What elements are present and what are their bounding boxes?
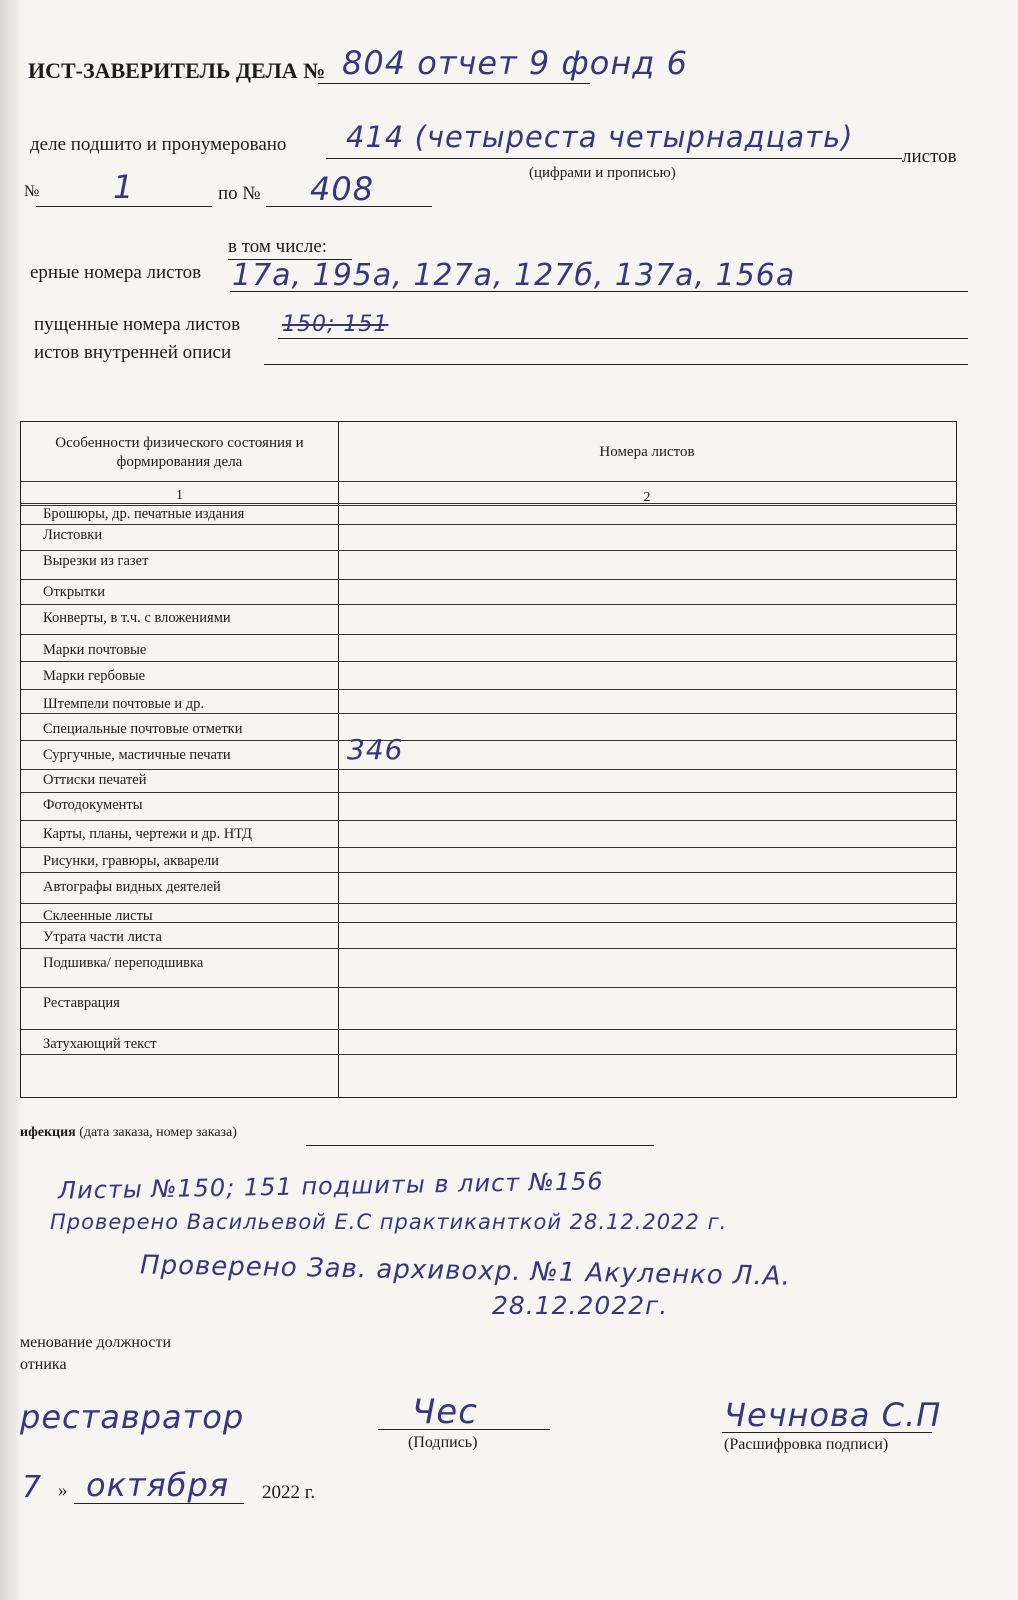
table-row-divider — [21, 820, 956, 821]
table-row-label: Марки гербовые — [43, 668, 146, 684]
table-row-label: Листовки — [43, 527, 103, 543]
table-row-label: Открытки — [43, 584, 105, 600]
note-line-4: 28.12.2022г. — [492, 1291, 669, 1320]
digitization-label-rest: (дата заказа, номер заказа) — [75, 1125, 237, 1140]
table-row-divider — [21, 903, 956, 904]
to-label: по № — [218, 183, 261, 204]
missed-numbers-handwritten: 150; 151 — [282, 312, 389, 337]
table-row-label: Сургучные, мастичные печати — [43, 747, 231, 763]
col1-number: 1 — [176, 488, 183, 503]
table-row-label: Вырезки из газет — [43, 553, 149, 569]
table-row-divider — [21, 740, 956, 741]
table-row-divider — [21, 524, 956, 525]
table-row-value-handwritten: 346 — [347, 733, 404, 766]
table-row-divider — [21, 1054, 956, 1055]
col2-number: 2 — [643, 490, 651, 505]
note-line-2: Проверено Васильевой Е.С практиканткой 28.12.2022 г. — [50, 1210, 728, 1234]
header-divider — [21, 481, 956, 482]
table-row-divider — [21, 922, 956, 923]
digitization-label — [20, 1125, 237, 1141]
signature-handwritten: Чес — [412, 1392, 478, 1432]
table-row-label: Брошюры, др. печатные издания — [43, 506, 245, 522]
table-row-label: Штемпели почтовые и др. — [43, 696, 205, 712]
table-row-divider — [21, 1029, 956, 1030]
letter-numbers-handwritten: 17а, 195а, 127а, 127б, 137а, 156а — [232, 258, 796, 293]
signature-hint: (Подпись) — [408, 1434, 478, 1451]
table-row-divider — [21, 503, 956, 504]
physical-state-table — [20, 421, 957, 1098]
name-line — [722, 1432, 932, 1433]
table-row-label: Оттиски печатей — [43, 772, 147, 788]
table-row-divider — [21, 847, 956, 848]
table-row-divider — [21, 661, 956, 662]
table-row-divider — [21, 604, 956, 605]
filed-handwritten: 414 (четыреста четырнадцать) — [346, 120, 854, 154]
table-row-divider — [21, 792, 956, 793]
table-row-label: Затухающий текст — [43, 1036, 157, 1052]
case-number-handwritten: 804 отчет 9 фонд 6 — [342, 44, 688, 82]
col1-header: Особенности физического состояния и формирования дела — [55, 435, 304, 470]
day-quote: » — [58, 1480, 68, 1501]
table-row-divider — [21, 579, 956, 580]
name-hint: (Расшифровка подписи) — [724, 1436, 889, 1453]
table-row-divider — [21, 550, 956, 551]
position-label-2: отника — [20, 1356, 67, 1373]
table-row-divider — [21, 987, 956, 988]
table-row-label: Рисунки, гравюры, акварели — [43, 853, 219, 869]
table-row-label: Утрата части листа — [43, 929, 162, 945]
table-row-label: Реставрация — [43, 995, 120, 1011]
col2-header: Номера листов — [599, 444, 695, 460]
position-label-1: менование должности — [20, 1334, 172, 1351]
from-line — [36, 206, 212, 207]
month-handwritten: октября — [86, 1466, 230, 1504]
missed-numbers-line — [278, 338, 968, 339]
table-row-divider — [21, 872, 956, 873]
day-handwritten: 7 — [22, 1470, 43, 1505]
table-row-label: Марки почтовые — [43, 642, 147, 658]
signature-line — [378, 1429, 550, 1430]
note-line-3: Проверено Зав. архивохр. №1 Акуленко Л.А. — [139, 1250, 792, 1292]
table-row-divider — [21, 769, 956, 770]
table-row-divider — [21, 689, 956, 690]
table-row-divider — [21, 713, 956, 714]
position-handwritten: реставратор — [20, 1398, 245, 1436]
table-row-label: Конверты, в т.ч. с вложениями — [43, 610, 231, 626]
form-title: ИСТ-ЗАВЕРИТЕЛЬ ДЕЛА № — [28, 58, 326, 83]
table-row-divider — [21, 634, 956, 635]
filed-hint: (цифрами и прописью) — [529, 165, 676, 181]
filed-label: деле подшито и пронумеровано — [30, 134, 287, 155]
digitization-line — [306, 1145, 654, 1146]
from-handwritten: 1 — [113, 168, 135, 206]
case-number-line — [318, 83, 590, 84]
letter-numbers-label: ерные номера листов — [30, 262, 202, 283]
inner-inventory-line — [264, 364, 968, 365]
table-row-label: Автографы видных деятелей — [43, 879, 221, 895]
inner-inventory-label: истов внутренней описи — [34, 342, 232, 363]
year-label: 2022 г. — [262, 1482, 316, 1503]
note-line-1: Листы №150; 151 подшиты в лист №156 — [57, 1167, 604, 1205]
including-label: в том числе: — [228, 236, 328, 257]
from-label: № — [24, 183, 40, 200]
table-row-label: Фотодокументы — [43, 797, 143, 813]
to-handwritten: 408 — [310, 170, 375, 208]
table-row-label: Склеенные листы — [43, 908, 153, 924]
missed-numbers-label: пущенные номера листов — [34, 314, 241, 335]
filed-suffix: листов — [902, 146, 957, 167]
table-row-label: Специальные почтовые отметки — [43, 721, 243, 737]
table-row-label: Карты, планы, чертежи и др. НТД — [43, 826, 253, 842]
filed-line — [326, 158, 902, 159]
name-handwritten: Чечнова С.П — [724, 1396, 942, 1434]
digitization-label-bold: ифекция — [20, 1125, 76, 1140]
table-row-divider — [21, 948, 956, 949]
table-row-label: Подшивка/ переподшивка — [43, 955, 204, 971]
binding-edge — [0, 0, 22, 1600]
